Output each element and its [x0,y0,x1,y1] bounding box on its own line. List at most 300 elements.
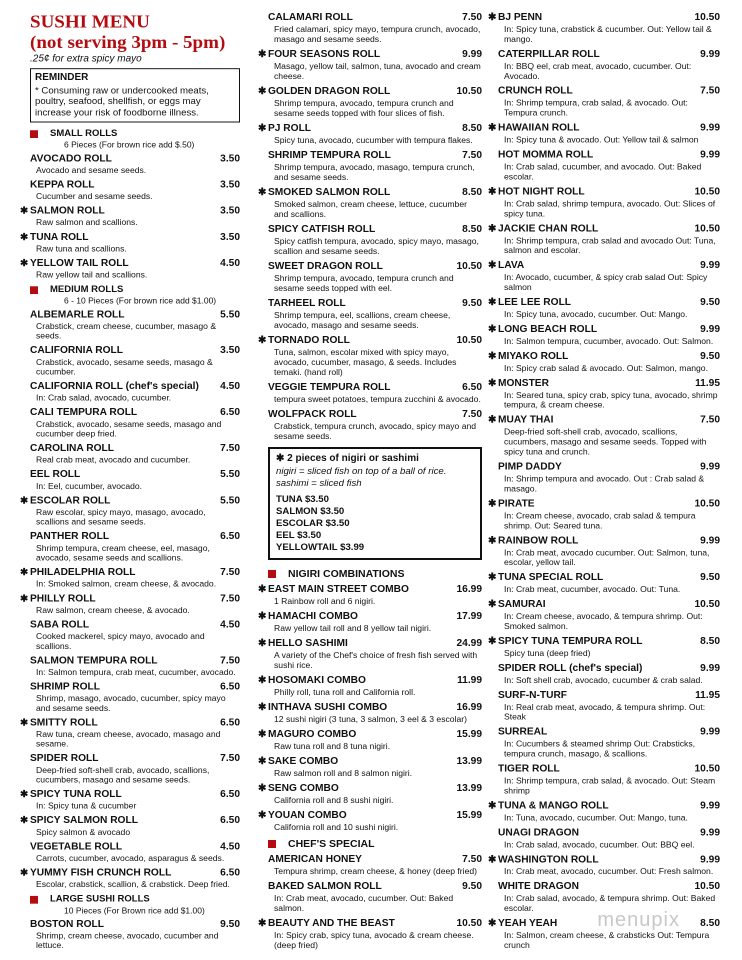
menu-item-name [268,409,357,421]
menu-item-name [258,86,391,98]
menu-item-name [30,656,158,668]
menu-item-name [268,150,391,162]
menu-item-description: Philly roll, tuna roll and California roll. [274,687,416,697]
menu-item-name [498,86,573,98]
menu-item-line [488,260,720,272]
menu-item-line [30,753,240,765]
menu-item-line [498,462,720,474]
menu-item [20,867,240,890]
menu-item-name [258,584,409,596]
menu-item-line [258,49,482,61]
menu-item-name-text: AVOCADO ROLL [30,153,112,165]
menu-item-name [488,186,585,198]
menu-item-name [488,599,546,611]
serving-hours: (not serving 3pm - 5pm) [30,32,226,53]
menu-item-description: In: Crab salad, avocado, cucumber. [36,392,172,403]
menu-item-name [30,469,80,481]
menu-item [498,150,720,182]
menu-item-description: In: Shrimp tempura, crab salad, & avocado. Out: Tempura crunch. [504,97,688,118]
menu-item-line [20,232,240,244]
menu-item-price: 10.50 [694,881,720,893]
raw-item-asterisk-icon: ✱ [488,498,497,510]
menu-item-name [258,918,395,930]
menu-item-description: In: Cream cheese, avocado, & tempura shrimp. Out: Smoked salmon. [504,611,703,632]
menu-item-price: 7.50 [220,443,240,454]
menu-item [488,297,720,320]
raw-item-asterisk-icon: ✱ [20,593,29,605]
menu-item [498,462,720,494]
menu-item-price: 10.50 [694,12,720,23]
menu-item-description: Shrimp tempura, avocado, masago, tempura crunch, and sesame seeds. [274,162,475,182]
menu-item-line [20,205,240,218]
spicy-mayo-note: .25¢ for extra spicy mayo [30,53,142,65]
menu-item [498,764,720,796]
nigiri-combos-list [258,584,482,832]
menu-item [30,919,240,950]
menu-item-line [488,635,720,648]
menu-item-description: In: Spicy tuna, avocado, cucumber. Out: Mango. [504,309,688,320]
nigiri-sashimi-box [268,447,482,560]
menu-item-name [488,323,598,336]
menu-item [488,599,720,632]
menu-item-price: 9.50 [220,919,240,930]
menu-item-name-text: SMOKED SALMON ROLL [268,187,391,198]
menu-item-price: 11.95 [695,377,720,389]
section-marker-icon [268,570,276,578]
menu-item-name [488,297,572,309]
menu-item-name [30,531,109,543]
menu-item [258,49,482,81]
menu-item-name-text: AMERICAN HONEY [268,854,362,865]
menu-item-name-text: SALMON ROLL [30,205,105,217]
menu-item-price: 8.50 [700,918,720,930]
menu-item-name-text: ESCOLAR ROLL [30,495,111,507]
menu-item [498,827,720,849]
menu-item-price: 10.50 [694,186,720,198]
menu-item [498,727,720,759]
menu-item-price: 3.50 [220,153,240,165]
menu-item-name [258,702,388,714]
menu-item-line [30,154,240,166]
menu-item [268,261,482,293]
menu-item-name [268,298,346,310]
menu-item [30,753,240,784]
menu-item-name-text: SPICY TUNA TEMPURA ROLL [498,635,643,647]
menu-item-description: In: Crab meat, avocado, cucumber. Out: Fresh salmon. [504,866,714,877]
menu-item-price: 5.50 [220,469,240,481]
menu-item-line [498,49,720,61]
menu-item [258,918,482,950]
menu-item-price: 4.50 [220,619,240,631]
menu-item-price: 3.50 [220,179,240,191]
menu-item-name [258,335,350,347]
raw-item-asterisk-icon: ✱ [258,783,267,794]
menu-item-name [498,663,642,675]
menu-item-line [488,599,720,611]
raw-item-asterisk-icon: ✱ [20,232,29,243]
menu-item-name [258,810,347,822]
menu-item-description: Raw salmon roll and 8 salmon nigiri. [274,768,413,778]
menu-item-name-text: FOUR SEASONS ROLL [268,49,381,60]
raw-item-asterisk-icon: ✱ [488,323,497,335]
menu-item-line [258,123,482,135]
specialty-rolls-list [258,12,482,441]
menu-item-description: Raw salmon, cream cheese, & avocado. [36,605,190,615]
menu-item-name-text: SHRIMP TEMPURA ROLL [268,150,391,161]
menu-item-line [258,756,482,768]
menu-item-description: In: Crab salad, cucumber, and avocado. Out: Baked escolar. [504,161,702,182]
menu-item-description: Raw tuna, cream cheese, avocado, masago and sesame. [36,729,221,749]
menu-item-price: 9.50 [462,298,482,309]
menu-item [258,702,482,724]
menu-item-price: 6.50 [220,681,240,693]
menu-item-price: 3.50 [220,205,240,217]
menu-item-line [268,854,482,866]
menu-item-price: 9.99 [700,726,720,738]
menu-item-description: Crabstick, avocado, sesame seeds, masago & cucumber. [36,357,213,377]
menu-item-name [268,382,390,394]
menu-item-description: Spicy tuna (deep fried) [504,647,591,658]
menu-item-name-text: SPICY CATFISH ROLL [268,224,376,235]
menu-item [258,675,482,697]
section-large-rolls: LARGE SUSHI ROLLS [30,894,240,905]
menu-item [258,123,482,145]
menu-item-price: 5.50 [220,309,240,321]
menu-item-price: 10.50 [456,86,482,97]
menu-item-description: Masago, yellow tail, salmon, tuna, avocado and cream cheese. [274,61,481,81]
menu-item-name-text: EAST MAIN STREET COMBO [268,584,409,595]
raw-item-asterisk-icon: ✱ [258,756,267,767]
menu-item-name [498,150,593,162]
menu-item-description: In: Shrimp tempura and avocado. Out : Crab salad & masago. [504,473,705,494]
menu-item-line [258,86,482,98]
menu-item-price: 17.99 [456,611,482,622]
menu-item-line [268,881,482,893]
menu-item-name-text: YUMMY FISH CRUNCH ROLL [30,867,172,879]
menu-item-name [488,12,543,24]
menu-item-name-text: YELLOW TAIL ROLL [30,258,129,269]
menu-item [268,881,482,913]
menu-item [488,535,720,568]
menu-item [258,86,482,118]
menu-item-name [30,682,100,694]
menu-item-name-text: CATERPILLAR ROLL [498,48,600,60]
menu-item-name [498,690,567,702]
raw-item-asterisk-icon: ✱ [258,584,267,595]
menu-item-description: Cooked mackerel, spicy mayo, avocado and scallions. [36,631,205,651]
menu-item-price: 8.50 [462,187,482,198]
menu-item-price: 4.50 [220,381,240,392]
raw-item-asterisk-icon: ✱ [258,123,267,134]
menu-item-description: California roll and 10 sushi nigiri. [274,822,399,832]
menu-item-name [258,123,312,135]
raw-item-asterisk-icon: ✱ [488,599,497,611]
menu-item-price: 9.99 [700,535,720,547]
raw-item-asterisk-icon: ✱ [258,675,267,686]
large-rolls-list [30,919,240,950]
menu-item-description: Shrimp, cream cheese, avocado, cucumber and lettuce. [36,930,219,951]
menu-item-name [488,498,535,510]
menu-item-price: 7.50 [700,85,720,97]
menu-item-line [30,180,240,192]
menu-item-line [268,224,482,236]
menu-item-description: In: Crab salad, avocado, cucumber. Out: BBQ eel. [504,839,695,850]
menu-item-description: In: Soft shell crab, avocado, cucumber & crab salad. [504,674,703,685]
raw-item-asterisk-icon: ✱ [258,187,267,198]
menu-item-name-text: CALAMARI ROLL [268,12,353,23]
menu-item-description: Crabstick, tempura crunch, avocado, spicy mayo and sesame seeds. [274,421,477,441]
menu-item-line [20,567,240,579]
menu-item-line [20,717,240,730]
menu-item-name-text: BAKED SALMON ROLL [268,881,382,892]
menu-item-name-text: CALIFORNIA ROLL (chef's special) [30,381,199,392]
menu-item-name [498,827,579,839]
menu-item-name-text: JACKIE CHAN ROLL [498,223,599,235]
menu-item-price: 9.99 [700,122,720,134]
menu-item-description: In: Salmon tempura, cucumber, avocado. Out: Salmon. [504,335,714,346]
menu-item-description: In: Crab meat, avocado cucumber. Out: Salmon, tuna, escolar, yellow tail. [504,547,710,568]
menu-item-name [30,407,137,419]
menu-item-name-text: SWEET DRAGON ROLL [268,261,383,272]
menu-item-line [30,443,240,455]
menu-item-price: 9.99 [700,827,720,839]
section-small-rolls: SMALL ROLLS [30,128,240,139]
menu-item-name [498,727,547,739]
menu-item-name [268,224,375,236]
nigiri-price: TUNA $3.50 [276,494,329,505]
menu-item-name [498,881,579,893]
menu-item-name-text: HOT NIGHT ROLL [498,186,585,198]
menu-item-line [258,702,482,714]
menu-item [30,469,240,490]
reminder-box [30,68,240,122]
menu-item-description: Smoked salmon, cream cheese, lettuce, cucumber and scallions. [274,199,467,219]
menu-item-name-text: INTHAVA SUSHI COMBO [268,702,388,713]
menu-item-price: 11.99 [457,675,482,686]
menu-item [268,12,482,44]
menu-item [268,298,482,330]
menu-item-description: In: Crab meat, cucumber, avocado. Out: Tuna. [504,584,681,595]
menu-item [20,258,240,280]
menu-item-name [488,800,609,812]
menu-item [20,593,240,615]
menu-item-line [20,495,240,508]
menu-item-name [488,572,604,584]
menu-item-name-text: SABA ROLL [30,619,90,631]
menu-item-price: 9.99 [700,48,720,60]
menu-item-name-text: SPIDER ROLL (chef's special) [498,662,643,674]
menu-item [488,414,720,457]
raw-item-asterisk-icon: ✱ [488,12,497,23]
menu-item-name-text: SALMON TEMPURA ROLL [30,655,158,667]
menu-item-description: In: Salmon tempura, crab meat, cucumber, avocado. [36,667,236,677]
menu-item-price: 8.50 [462,123,482,134]
menu-item-description: Cucumber and sesame seeds. [36,191,153,201]
raw-item-asterisk-icon: ✱ [258,611,267,622]
menu-item-name [488,414,554,427]
nigiri-price: EEL $3.50 [276,530,322,541]
nigiri-price: ESCOLAR $3.50 [276,518,350,529]
menu-item-name-text: TUNA & MANGO ROLL [498,800,609,812]
menu-item-line [268,12,482,24]
section-medium-rolls: MEDIUM ROLLS [30,284,240,295]
menu-item [498,690,720,722]
menu-item-description: Spicy catfish tempura, avocado, spicy mayo, masago, scallion and sesame seeds. [274,236,479,256]
menu-item-name-text: MAGURO COMBO [268,729,357,740]
sashimi-definition: sashimi = sliced fish [276,478,362,489]
raw-item-asterisk-icon: ✱ [488,122,497,134]
section-marker-icon [268,840,276,848]
raw-item-asterisk-icon: ✱ [258,86,267,97]
section-chefs-special: CHEF'S SPECIAL [268,838,482,850]
menu-item-line [20,593,240,606]
menu-item-price: 15.99 [456,810,482,821]
menu-item-name [488,260,525,272]
menu-item-name [258,611,358,623]
menu-item-name-text: PHILLY ROLL [30,593,96,605]
menu-item [30,381,240,402]
nigiri-box-heading: ✱ 2 pieces of nigiri or sashimi [276,453,419,464]
raw-item-asterisk-icon: ✱ [488,635,497,647]
menu-item-name [30,381,199,393]
menu-item-line [20,789,240,801]
menu-item-price: 6.50 [220,815,240,827]
menu-item-description: In: Smoked salmon, cream cheese, & avocado. [36,578,217,589]
menu-item [20,205,240,228]
watermark: menupix [597,909,680,931]
raw-item-asterisk-icon: ✱ [20,717,29,729]
menu-item-description: In: Crab salad, shrimp tempura, avocado. Out: Slices of spicy tuna. [504,198,716,219]
menu-item-price: 8.50 [700,635,720,647]
menu-item [30,180,240,201]
menu-column-1 [20,12,240,955]
menu-item-price: 9.50 [700,350,720,362]
menu-item-name-text: SURF-N-TURF [498,689,568,701]
raw-item-asterisk-icon: ✱ [488,414,497,426]
menu-item-description: In: Spicy tuna, crabstick & cucumber. Out: Yellow tail & mango. [504,23,712,44]
menu-item-price: 6.50 [462,382,482,393]
menu-item-name-text: WHITE DRAGON [498,881,579,893]
menu-item [30,682,240,713]
menu-item-name-text: CALI TEMPURA ROLL [30,407,138,419]
menu-item-name-text: WOLFPACK ROLL [268,409,357,420]
raw-item-asterisk-icon: ✱ [488,800,497,812]
menu-item-price: 24.99 [456,638,482,649]
section-note: 6 Pieces (For brown rice add $.50) [64,139,195,150]
menu-item [258,187,482,219]
menu-item-line [258,638,482,650]
menu-item-name [30,310,125,322]
menu-item-name-text: MIYAKO ROLL [498,350,569,362]
menu-item-price: 3.50 [220,232,240,243]
small-rolls-list [20,153,240,280]
menu-item-description: Shrimp, masago, avocado, cucumber, spicy mayo and sesame seeds. [36,693,226,713]
section-marker-icon [30,130,38,138]
menu-item-description: In: Eel, cucumber, avocado. [36,481,143,491]
menu-item-name-text: PIMP DADDY [498,461,562,473]
menu-item [268,854,482,876]
menu-item-name [30,620,89,632]
menu-item-line [488,223,720,235]
menu-item-price: 6.50 [220,789,240,800]
menu-item-price: 8.50 [462,224,482,235]
menu-item-description: Raw escolar, spicy mayo, masago, avocado, scallions and sesame seeds. [36,507,206,527]
menu-item-price: 7.50 [462,409,482,420]
nigiri-definition: nigiri = sliced fish on top of a ball of rice. [276,466,447,477]
menu-item-name [268,881,382,893]
menu-item-description: Shrimp tempura, eel, scallions, cream cheese, avocado, masago and sesame seeds. [274,310,451,330]
menu-item-price: 7.50 [462,854,482,865]
menu-item-name [268,854,362,866]
menu-item-price: 6.50 [220,717,240,729]
menu-item-line [488,122,720,135]
menu-item-price: 9.99 [700,800,720,812]
menu-item-description: In: Crab salad, avocado, & tempura shrimp. Out: Baked escolar. [504,893,716,914]
menu-item-name-text: PANTHER ROLL [30,531,110,543]
menu-item-price: 10.50 [694,223,720,235]
menu-item-price: 10.50 [694,498,720,510]
menu-item-price: 9.50 [700,572,720,584]
menu-item-line [488,186,720,198]
menu-item-description: In: Crab meat, avocado, cucumber. Out: Baked salmon. [274,893,454,913]
menu-item-name-text: PJ ROLL [268,123,312,134]
menu-item-name-text: PIRATE [498,498,535,510]
menu-item-name-text: CALIFORNIA ROLL [30,345,123,357]
menu-item-name-text: SENG COMBO [268,783,339,794]
raw-item-asterisk-icon: ✱ [258,729,267,740]
menu-item-line [498,663,720,675]
menu-item-name [258,49,381,61]
menu-item-line [258,611,482,623]
menu-item-line [30,531,240,543]
raw-item-asterisk-icon: ✱ [258,638,267,649]
menu-item-name [20,867,172,880]
menu-item [488,854,720,877]
menu-item-line [30,345,240,357]
menu-item [268,409,482,441]
menu-item-name-text: YEAH YEAH [498,918,558,930]
menu-item-line [498,727,720,739]
menu-item-name [488,350,569,363]
menu-item-name-text: PHILADELPHIA ROLL [30,567,136,579]
menu-item-description: Deep-fried soft-shell crab, avocado, scallions, cucumbers, masago and sesame seeds. Topped with spicy tuna and crunch. [504,426,707,457]
menu-item-line [488,800,720,812]
menu-item-name-text: HOT MOMMA ROLL [498,149,594,161]
menu-item-description: Spicy tuna, avocado, cucumber with tempura flakes. [274,135,473,145]
menu-item-name-text: TUNA ROLL [30,232,89,243]
menu-item-price: 7.50 [220,593,240,605]
raw-item-asterisk-icon: ✱ [258,702,267,713]
menu-item-name [488,223,599,235]
menu-item-line [30,842,240,854]
nigiri-price: SALMON $3.50 [276,506,345,517]
menu-item-description: In: Spicy crab salad & avocado. Out: Salmon, mango. [504,362,708,373]
menu-item-name [30,180,95,192]
menu-item-name-text: SAMURAI [498,599,546,611]
section-marker-icon [30,895,38,903]
menu-item-name-text: MUAY THAI [498,414,554,426]
menu-item [258,584,482,606]
menu-item-line [488,350,720,363]
menu-item-name [20,258,129,270]
menu-item-name-text: LAVA [498,260,525,272]
menu-item [258,810,482,832]
menu-item-name [20,789,122,801]
menu-item [20,789,240,811]
menu-item-name-text: GOLDEN DRAGON ROLL [268,86,391,97]
menu-item-price: 15.99 [456,729,482,740]
menu-item-name-text: SHRIMP ROLL [30,681,100,693]
